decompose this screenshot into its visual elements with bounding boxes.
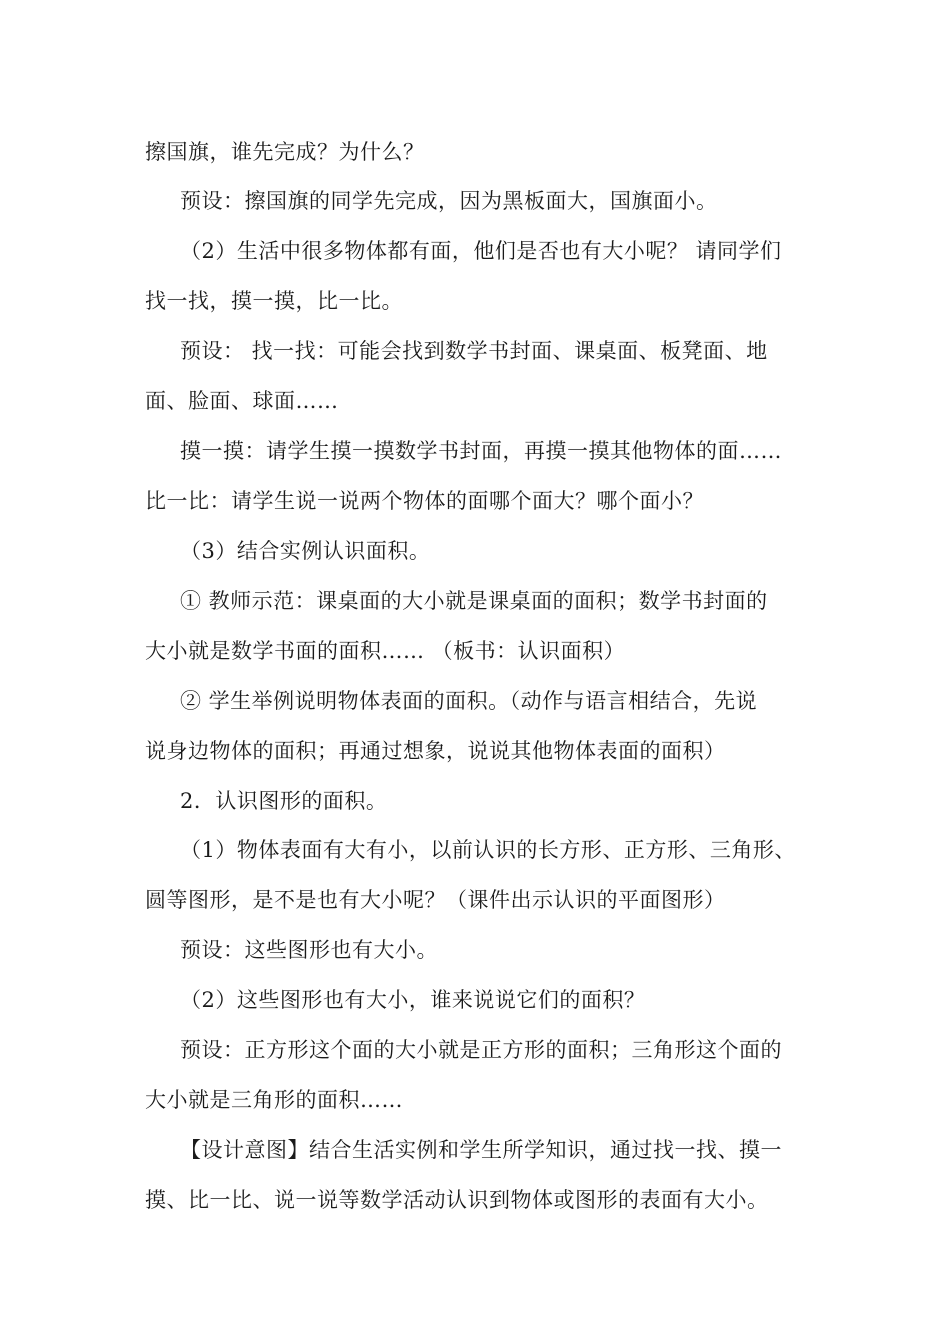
text-line-20: 大小就是三角形的面积…… [145, 1088, 403, 1112]
text-line-17: 预设：这些图形也有大小。 [180, 938, 438, 962]
text-line-2: 预设：擦国旗的同学先完成，因为黑板面大，国旗面小。 [180, 189, 718, 213]
text-line-15: （1）物体表面有大有小，以前认识的长方形、正方形、三角形、 [180, 838, 796, 862]
text-line-21: 【设计意图】结合生活实例和学生所学知识，通过找一找、摸一 [180, 1138, 782, 1162]
text-line-19: 预设：正方形这个面的大小就是正方形的面积；三角形这个面的 [180, 1038, 782, 1062]
text-line-7: 摸一摸：请学生摸一摸数学书封面，再摸一摸其他物体的面…… [180, 439, 782, 463]
text-line-13: 说身边物体的面积；再通过想象，说说其他物体表面的面积） [145, 739, 726, 763]
text-line-4: 找一找，摸一摸，比一比。 [145, 289, 403, 313]
text-line-11: 大小就是数学书面的面积…… （板书：认识面积） [145, 639, 626, 663]
text-line-9: （3）结合实例认识面积。 [180, 539, 431, 563]
text-line-14: 2．认识图形的面积。 [180, 789, 388, 813]
text-line-10: ① 教师示范：课桌面的大小就是课桌面的面积；数学书封面的 [180, 589, 768, 613]
text-line-5: 预设： 找一找：可能会找到数学书封面、课桌面、板凳面、地 [180, 339, 768, 363]
text-line-8: 比一比：请学生说一说两个物体的面哪个面大？哪个面小？ [145, 489, 704, 513]
text-line-12: ② 学生举例说明物体表面的面积。（动作与语言相结合，先说 [180, 689, 758, 713]
text-line-3: （2）生活中很多物体都有面，他们是否也有大小呢？ 请同学们 [180, 239, 782, 263]
text-line-22: 摸、比一比、说一说等数学活动认识到物体或图形的表面有大小。 [145, 1188, 769, 1212]
text-line-6: 面、脸面、球面…… [145, 389, 339, 413]
text-line-18: （2）这些图形也有大小，谁来说说它们的面积？ [180, 988, 646, 1012]
text-line-1: 擦国旗，谁先完成？为什么？ [145, 140, 425, 164]
text-line-16: 圆等图形，是不是也有大小呢？（课件出示认识的平面图形） [145, 888, 726, 912]
